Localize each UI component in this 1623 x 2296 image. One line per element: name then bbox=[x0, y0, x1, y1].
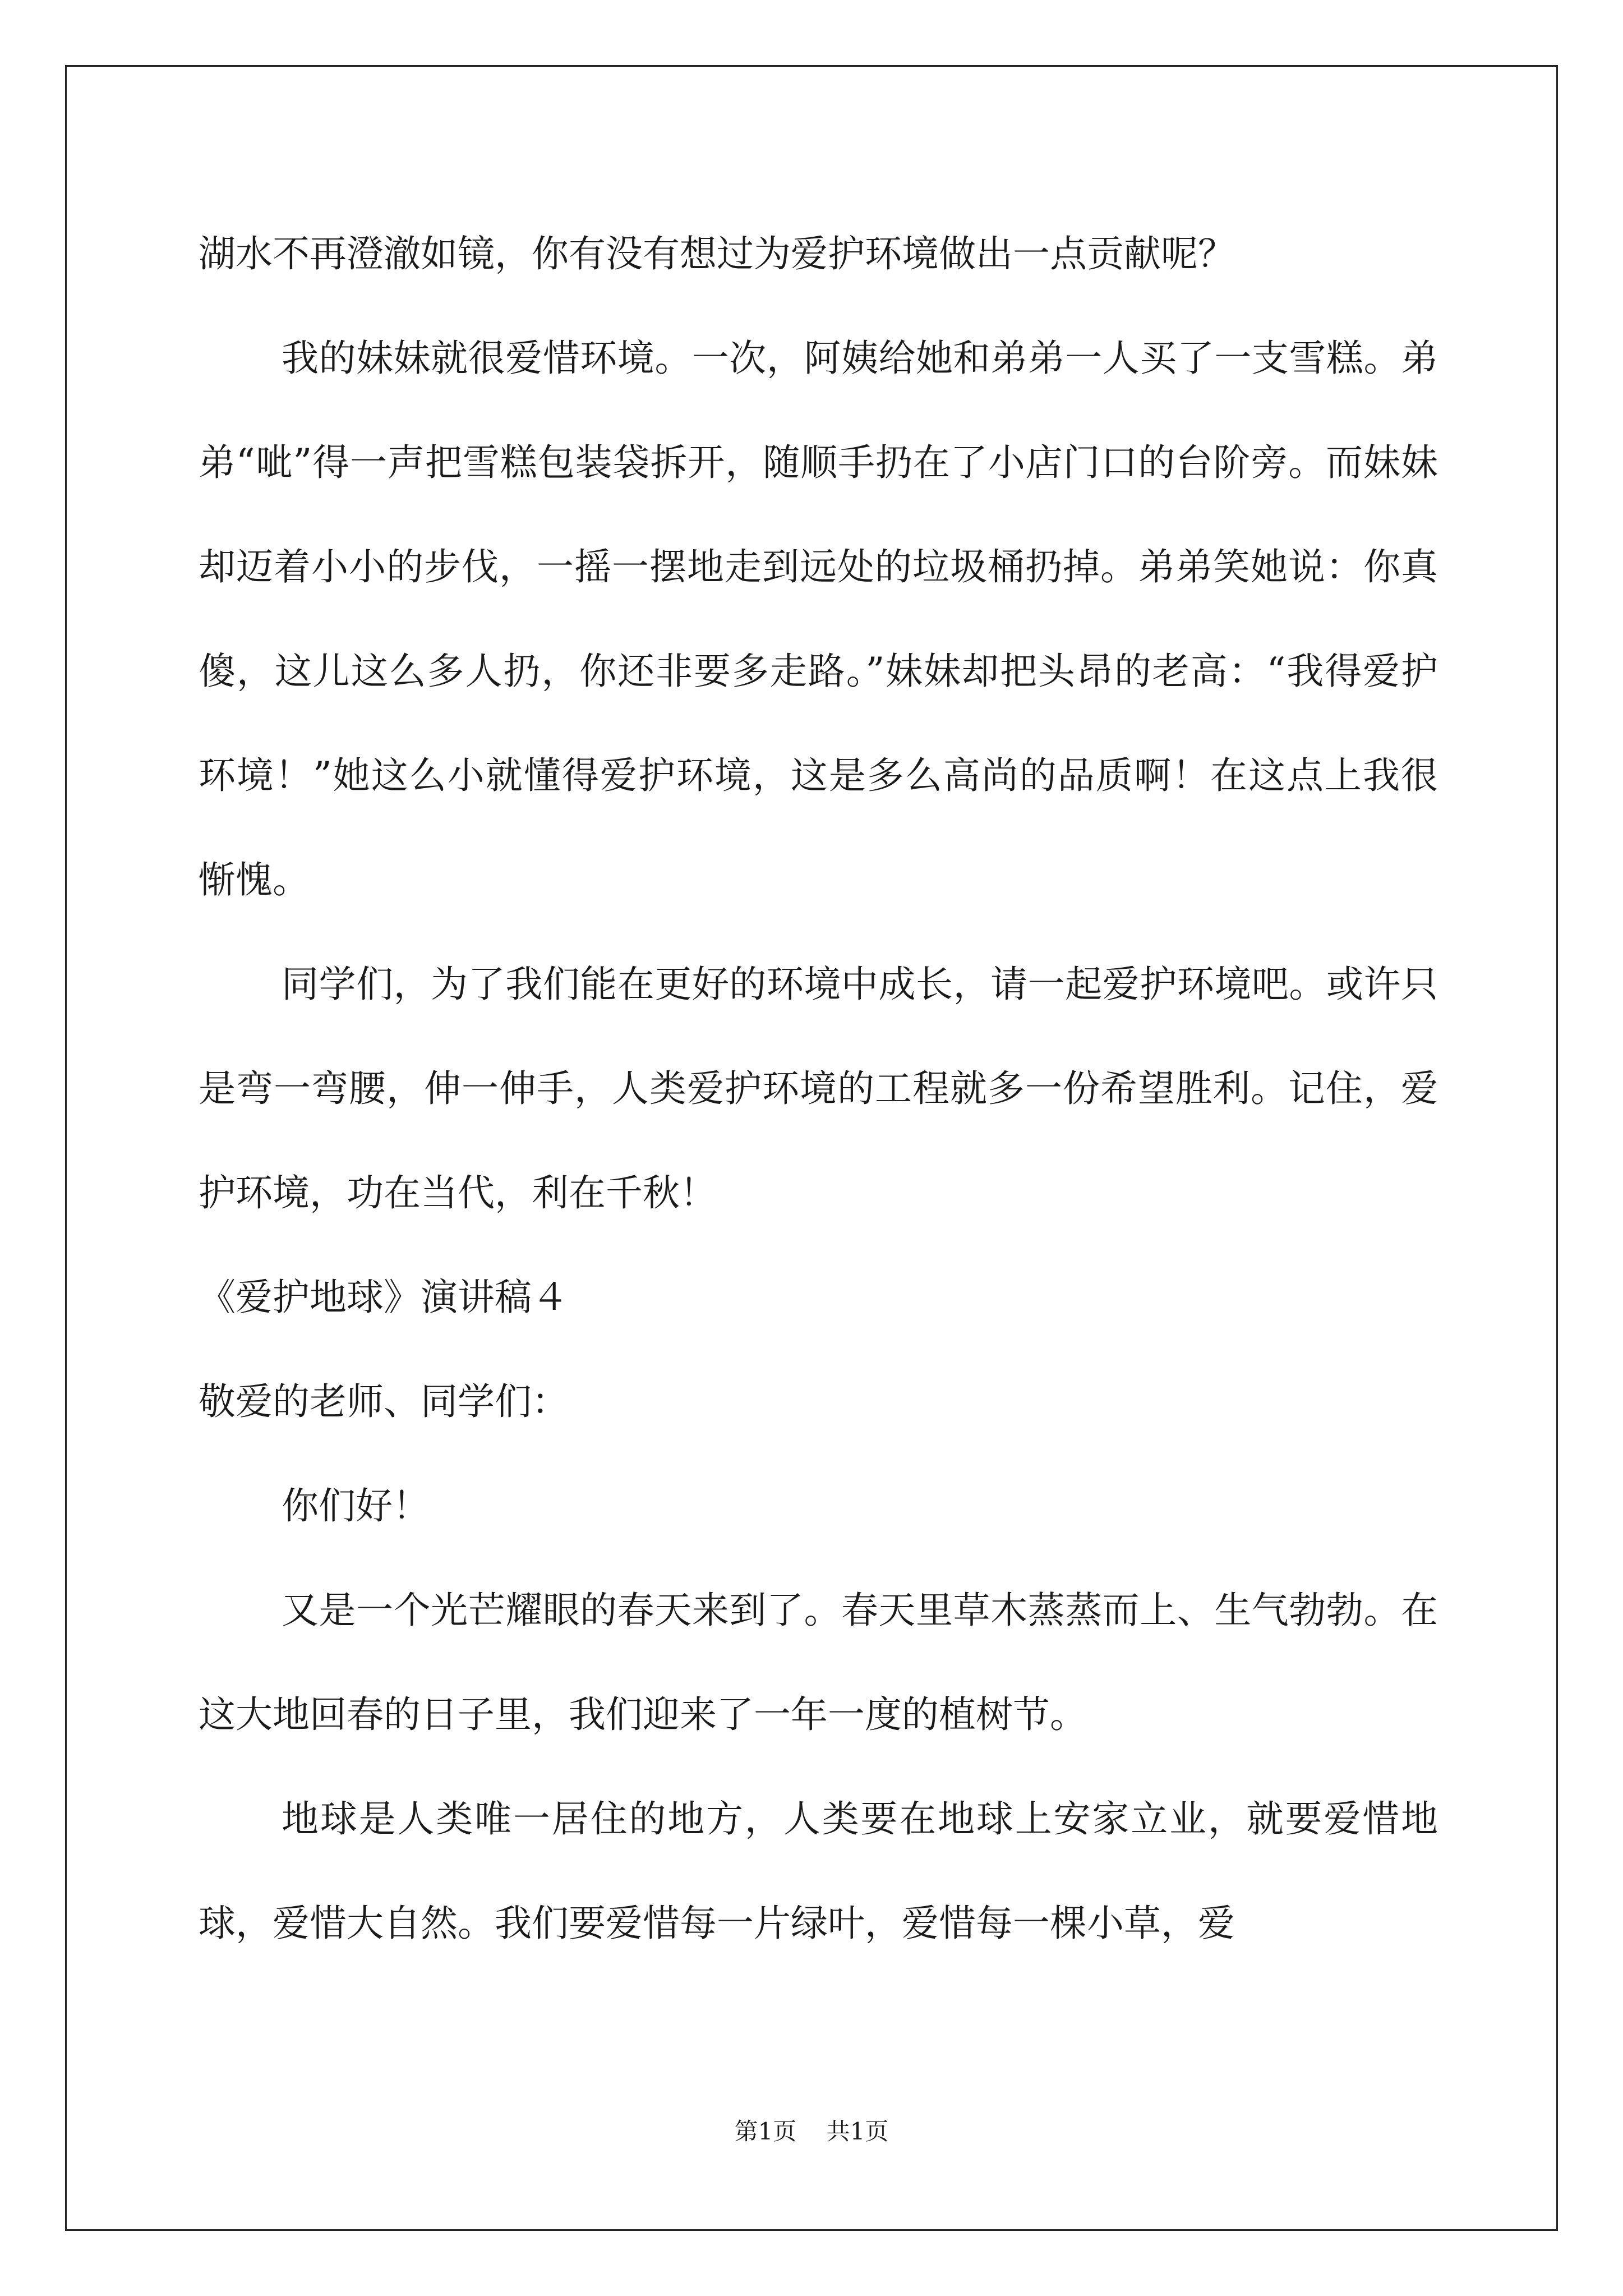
document-body bbox=[199, 202, 1438, 1976]
page-total: 共1页 bbox=[826, 2118, 889, 2145]
greeting: 你们好！ bbox=[282, 1484, 430, 1527]
page-footer bbox=[0, 2115, 1623, 2148]
speech-title: 《爱护地球》演讲稿４ bbox=[199, 1276, 569, 1319]
salutation: 敬爱的老师、同学们： bbox=[199, 1380, 569, 1423]
paragraph: 又是一个光芒耀眼的春天来到了。春天里草木蒸蒸而上、生气勃勃。在这大地回春的日子里，我们迎来了一年一度的植树节。 bbox=[199, 1589, 1438, 1736]
paragraph: 我的妹妹就很爱惜环境。一次，阿姨给她和弟弟一人买了一支雪糕。弟弟“呲”得一声把雪糕包装袋拆开，随顺手扔在了小店门口的台阶旁。而妹妹却迈着小小的步伐，一摇一摆地走到远处的垃圾桶扔掉。弟弟笑她说：你真傻，这儿这么多人扔，你还非要多走路。”妹妹却把头昂的老高：“我得爱护环境！”她这么小就懂得爱护环境，这是多么高尚的品质啊！在这点上我很惭愧。 bbox=[199, 337, 1438, 901]
paragraph: 湖水不再澄澈如镜，你有没有想过为爱护环境做出一点贡献呢？ bbox=[199, 232, 1235, 275]
page-number: 第1页 bbox=[734, 2118, 797, 2145]
paragraph: 同学们，为了我们能在更好的环境中成长，请一起爱护环境吧。或许只是弯一弯腰，伸一伸手，人类爱护环境的工程就多一份希望胜利。记住，爱护环境，功在当代，利在千秋！ bbox=[199, 963, 1438, 1214]
paragraph: 地球是人类唯一居住的地方，人类要在地球上安家立业，就要爱惜地球，爱惜大自然。我们要爱惜每一片绿叶，爱惜每一棵小草，爱 bbox=[199, 1797, 1438, 1945]
